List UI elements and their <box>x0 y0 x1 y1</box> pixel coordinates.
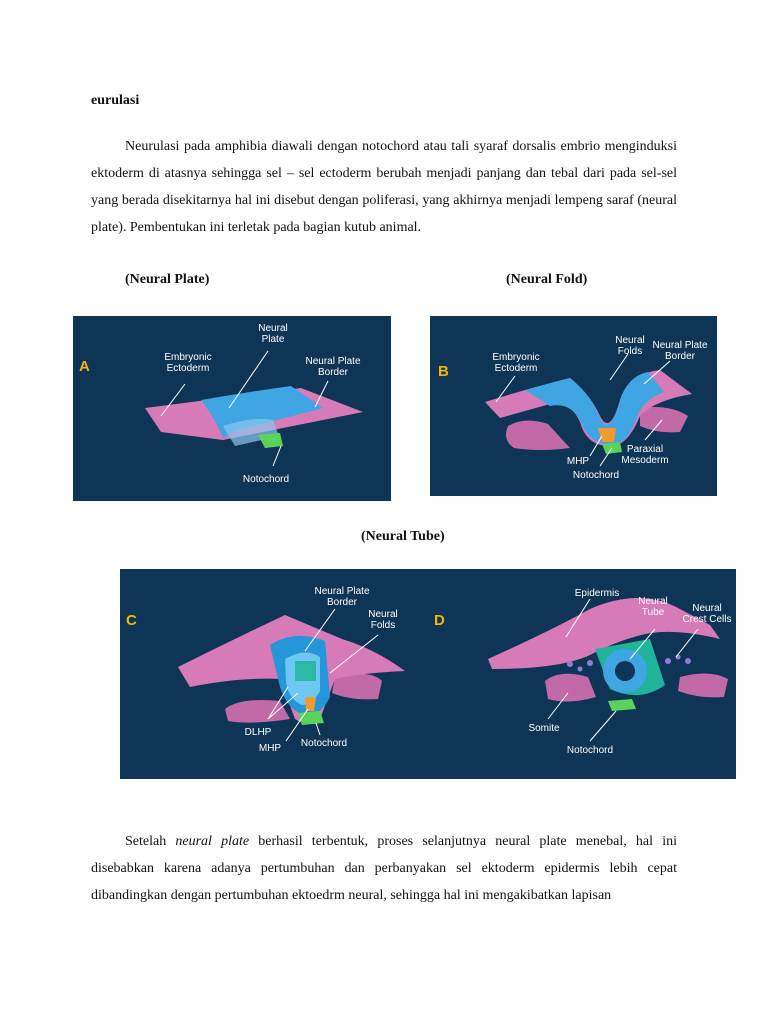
figure-c-letter: C <box>126 612 137 629</box>
label-dlhp: DLHP <box>244 727 272 738</box>
paragraph2-prefix: Setelah <box>125 834 176 849</box>
paragraph-continuation <box>91 828 677 909</box>
label-neural-plate-border-b: Neural Plate Border <box>652 340 708 362</box>
paragraph2-suffix: berhasil terbentuk, proses selanjutnya neural plate menebal, hal ini disebabkan karena adanya pertumbuhan dan perbanyakan sel ektoderm epidermis lebih cepat dibandingkan dengan pertumbuhan ektoedrm neural, sehingga hal ini mengakibatkan lapisan <box>91 834 677 903</box>
label-neural-plate: Neural Plate <box>258 323 288 345</box>
paragraph-intro: Neurulasi pada amphibia diawali dengan notochord atau tali syaraf dorsalis embrio menginduksi ektoderm di atasnya sehingga sel – sel ectoderm berubah menjadi panjang dan tebal dari pada sel-sel yang berada disekitarnya hal ini disebut dengan poliferasi, yang akhirnya menjadi lempeng saraf (neural plate). Pembentukan ini terletak pada bagian kutub animal. <box>91 139 677 235</box>
figure-a-letter: A <box>79 358 90 375</box>
label-notochord: Notochord <box>242 474 290 485</box>
paragraph2-italic-term: neural plate <box>175 834 250 849</box>
notochord-shape-d <box>608 699 636 711</box>
label-neural-tube: Neural Tube <box>638 596 668 618</box>
label-notochord-b: Notochord <box>572 470 620 481</box>
label-neural-plate-border-c: Neural Plate Border <box>314 586 370 608</box>
figure-cd-neural-tube <box>120 569 736 779</box>
figure-d-letter: D <box>434 612 445 629</box>
label-neural-folds-c: Neural Folds <box>368 609 398 631</box>
label-notochord-c: Notochord <box>300 738 348 749</box>
label-neural-plate-border: Neural Plate Border <box>305 356 361 378</box>
label-embryonic-ectoderm: Embryonic Ectoderm <box>164 352 212 374</box>
label-neural-crest-cells: Neural Crest Cells <box>682 603 732 625</box>
label-mhp-b: MHP <box>566 456 590 467</box>
caption-neural-tube: (Neural Tube) <box>361 529 445 544</box>
label-paraxial-mesoderm: Paraxial Mesoderm <box>621 444 669 466</box>
caption-neural-fold: (Neural Fold) <box>506 272 588 287</box>
label-notochord-d: Notochord <box>566 745 614 756</box>
figure-b-neural-fold <box>430 316 717 496</box>
label-neural-folds: Neural Folds <box>615 335 645 357</box>
label-mhp-c: MHP <box>258 743 282 754</box>
figure-b-letter: B <box>438 363 449 380</box>
figure-a-neural-plate <box>73 316 391 501</box>
section-heading: eurulasi <box>91 93 140 108</box>
caption-neural-plate: (Neural Plate) <box>125 272 210 287</box>
label-embryonic-ectoderm-b: Embryonic Ectoderm <box>492 352 540 374</box>
label-epidermis: Epidermis <box>574 588 620 599</box>
label-somite: Somite <box>528 723 560 734</box>
